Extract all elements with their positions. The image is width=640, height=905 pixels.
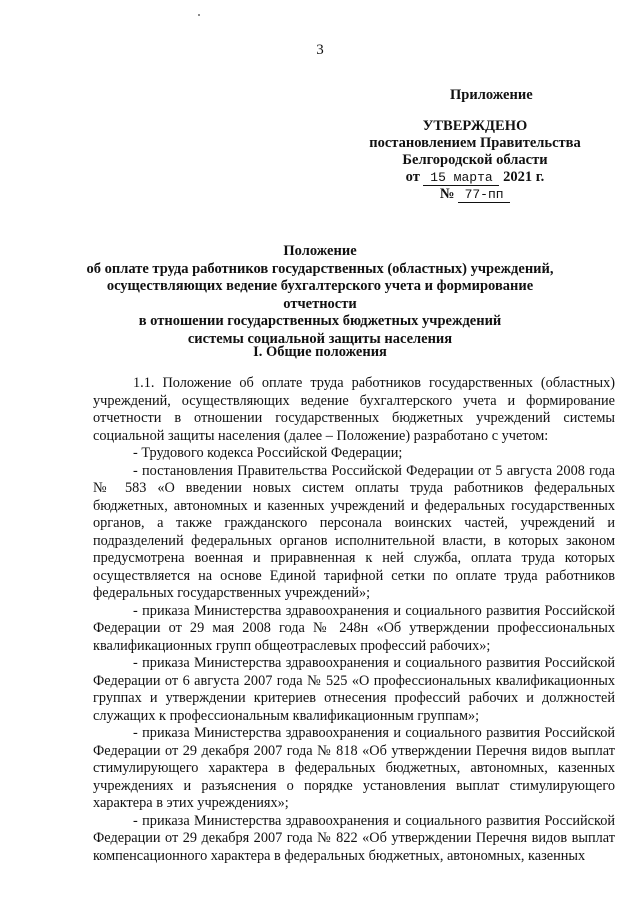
list-item: - приказа Министерства здравоохранения и социального развития Российской Федерации от 29 декабря 2007 года № 822 «Об утверждении Перечня видов выплат компенсационного характера в федеральных бюджетных, автономных, казенных <box>93 812 615 864</box>
section-heading: I. Общие положения <box>253 344 387 360</box>
approval-number <box>330 186 620 203</box>
document-body <box>93 375 615 865</box>
page-number: 3 <box>316 42 324 58</box>
document-title <box>80 243 560 348</box>
number-field: 77-пп <box>458 187 510 203</box>
scan-speck <box>198 14 200 16</box>
date-year: 2021 г. <box>503 169 545 185</box>
list-item: - приказа Министерства здравоохранения и социального развития Российской Федерации от 29 декабря 2007 года № 818 «Об утверждении Перечня видов выплат стимулирующего характера в федеральных бюджетных, автономных, казенных учреждениях и разъяснения о порядке установления выплат стимулирующего характера в этих учреждениях»; <box>93 725 615 811</box>
list-item: - постановления Правительства Российской Федерации от 5 августа 2008 года № 583 «О введении новых систем оплаты труда работников федеральных бюджетных, автономных и казенных учреждений и федеральных государственных органов, а также гражданского персонала воинских частей, учреждений и подразделений федеральных органов исполнительной власти, в которых законом предусмотрена военная и приравненная к ней служба, оплата труда которых осуществляется на основе Единой тарифной сетки по оплате труда работников федеральных государственных учреждений»; <box>93 462 615 601</box>
title-line-1: Положение <box>283 243 357 259</box>
approved-by-line2: Белгородской области <box>402 152 548 168</box>
appendix-label: Приложение <box>450 87 533 103</box>
title-line-3: осуществляющих ведение бухгалтерского учета и формирование отчетности <box>106 278 534 312</box>
approved-by-line1: постановлением Правительства <box>369 135 581 151</box>
number-prefix: № <box>439 186 455 202</box>
approved-heading: УТВЕРЖДЕНО <box>422 118 528 134</box>
list-item: - Трудового кодекса Российской Федерации; <box>133 445 403 461</box>
date-day-field: 15 марта <box>423 170 499 186</box>
approval-date <box>330 169 620 186</box>
paragraph-1-1: 1.1. Положение об оплате труда работников государственных (областных) учреждений, осуществляющих ведение бухгалтерского учета и формирование отчетности в отношении государственных бюджетных учреждений системы социальной защиты населения (далее – Положение) разработано с учетом: <box>93 375 615 444</box>
list-item: - приказа Министерства здравоохранения и социального развития Российской Федерации от 6 августа 2007 года № 525 «О профессиональных квалификационных группах и утверждении критериев отнесения профессий рабочих и должностей служащих к профессиональным квалификационным группам»; <box>93 655 615 724</box>
list-item: - приказа Министерства здравоохранения и социального развития Российской Федерации от 29 мая 2008 года № 248н «Об утверждении профессиональных квалификационных групп общеотраслевых профессий рабочих»; <box>93 602 615 654</box>
title-line-4: в отношении государственных бюджетных учреждений <box>138 313 502 329</box>
title-line-2: об оплате труда работников государственных (областных) учреждений, <box>86 260 554 277</box>
date-prefix: от <box>405 169 420 185</box>
approval-stamp-text <box>330 118 620 203</box>
title-line-5: системы социальной защиты населения <box>187 330 453 347</box>
